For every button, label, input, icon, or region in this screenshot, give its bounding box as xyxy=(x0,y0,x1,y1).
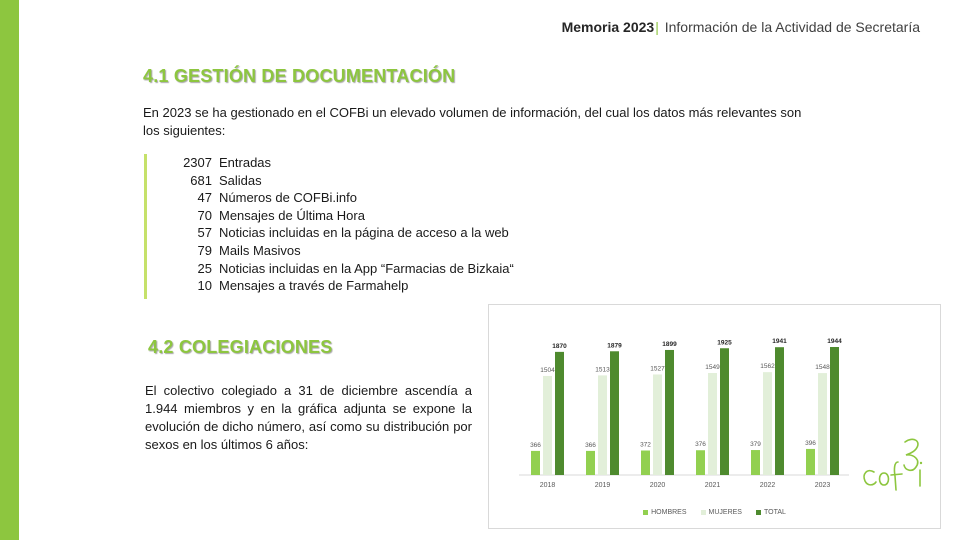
left-accent-bar xyxy=(0,0,19,540)
bar-hombres-2022 xyxy=(751,450,760,475)
bar-hombres-2019 xyxy=(586,451,595,475)
legend-swatch-mujeres xyxy=(701,510,706,515)
legend-item-hombres xyxy=(643,509,686,516)
bar-hombres-2018 xyxy=(531,451,540,475)
stat-label: Entradas xyxy=(219,155,272,170)
chart-legend xyxy=(489,509,940,516)
section-title-colegiaciones: 4.2 COLEGIACIONES xyxy=(148,337,333,357)
bar-hombres-2023 xyxy=(806,449,815,475)
stat-value: 57 xyxy=(197,225,212,241)
stat-label: Mensajes a través de Farmahelp xyxy=(219,278,409,294)
stat-label: Mensajes de Última Hora xyxy=(219,207,365,223)
list-item xyxy=(160,224,514,242)
data-label-hombres-2022: 379 xyxy=(750,441,761,449)
stat-value: 47 xyxy=(197,190,212,206)
data-label-hombres-2020: 372 xyxy=(640,441,651,449)
header-separator: | xyxy=(655,19,659,35)
legend-item-total xyxy=(756,509,786,516)
bar-mujeres-2021 xyxy=(708,373,717,475)
data-label-mujeres-2023: 1548 xyxy=(815,364,830,372)
data-label-mujeres-2020: 1527 xyxy=(650,365,665,373)
x-tick-label: 2022 xyxy=(759,482,776,489)
stat-value: 70 xyxy=(197,207,212,223)
bar-hombres-2021 xyxy=(696,450,705,475)
legend-item-mujeres xyxy=(701,509,742,516)
intro-paragraph: En 2023 se ha gestionado en el COFBi un elevado volumen de información, del cual los datos más relevantes son los siguientes: xyxy=(143,105,802,138)
cofbi-logo xyxy=(858,432,928,496)
page-header xyxy=(562,19,920,35)
colegiaciones-paragraph: El colectivo colegiado a 31 de diciembre ascendía a 1.944 miembros y en la gráfica adjunta se expone la evolución de dicho número, así como su distribución por sexos en los últimos 6 años: xyxy=(145,383,472,452)
legend-swatch-total xyxy=(756,510,761,515)
section-title-documentacion: 4.1 GESTIÓN DE DOCUMENTACIÓN xyxy=(143,66,456,86)
list-item xyxy=(160,154,514,172)
bar-total-2021 xyxy=(720,348,729,475)
list-item xyxy=(160,277,514,295)
bar-total-2023 xyxy=(830,347,839,475)
data-label-hombres-2019: 366 xyxy=(585,441,596,449)
list-item xyxy=(160,242,514,260)
bar-hombres-2020 xyxy=(641,451,650,475)
list-item xyxy=(160,260,514,278)
stat-label: Números de COFBi.info xyxy=(219,190,357,206)
data-label-hombres-2021: 376 xyxy=(695,441,706,449)
stat-value: 2307 xyxy=(183,155,212,170)
x-tick-label: 2021 xyxy=(704,482,721,489)
list-item xyxy=(160,172,514,190)
bar-total-2020 xyxy=(665,350,674,475)
stat-value: 681 xyxy=(190,172,212,188)
data-label-mujeres-2019: 1513 xyxy=(595,366,610,374)
data-label-total-2023: 1944 xyxy=(827,338,842,345)
data-label-total-2019: 1879 xyxy=(607,342,622,350)
bar-mujeres-2020 xyxy=(653,374,662,475)
data-label-hombres-2018: 366 xyxy=(530,441,541,449)
legend-label: MUJERES xyxy=(708,509,742,516)
stats-accent-line xyxy=(144,154,147,299)
legend-swatch-hombres xyxy=(643,510,648,515)
data-label-mujeres-2018: 1504 xyxy=(540,366,555,374)
legend-label: TOTAL xyxy=(763,509,786,516)
data-label-total-2021: 1925 xyxy=(717,339,732,347)
x-tick-label: 2020 xyxy=(649,482,666,489)
header-title: Memoria 2023 xyxy=(561,19,655,35)
bar-mujeres-2019 xyxy=(598,375,607,475)
stats-list xyxy=(160,154,514,295)
stat-label: Mails Masivos xyxy=(219,242,301,258)
x-tick-label: 2019 xyxy=(594,482,611,489)
legend-label: HOMBRES xyxy=(651,509,687,516)
bar-total-2018 xyxy=(555,352,564,475)
stat-label: Noticias incluidas en la App “Farmacias de Bizkaia“ xyxy=(219,260,514,276)
list-item xyxy=(160,207,514,225)
header-subtitle: Información de la Actividad de Secretaría xyxy=(664,19,920,35)
data-label-hombres-2023: 396 xyxy=(805,439,816,447)
bar-mujeres-2023 xyxy=(818,373,827,475)
data-label-total-2018: 1870 xyxy=(552,342,567,350)
x-tick-label: 2023 xyxy=(814,482,831,489)
data-label-total-2022: 1941 xyxy=(772,338,787,346)
bar-total-2019 xyxy=(610,351,619,475)
bar-mujeres-2018 xyxy=(543,376,552,475)
stat-value: 10 xyxy=(197,278,212,294)
bar-mujeres-2022 xyxy=(763,372,772,475)
bar-total-2022 xyxy=(775,347,784,475)
list-item xyxy=(160,189,514,207)
data-label-total-2020: 1899 xyxy=(662,340,677,348)
stat-value: 25 xyxy=(197,260,212,276)
stat-label: Noticias incluidas en la página de acceso a la web xyxy=(219,225,509,241)
data-label-mujeres-2021: 1549 xyxy=(705,364,720,372)
stat-value: 79 xyxy=(197,242,212,258)
stat-label: Salidas xyxy=(219,172,262,188)
data-label-mujeres-2022: 1562 xyxy=(760,363,775,371)
x-tick-label: 2018 xyxy=(539,482,556,489)
